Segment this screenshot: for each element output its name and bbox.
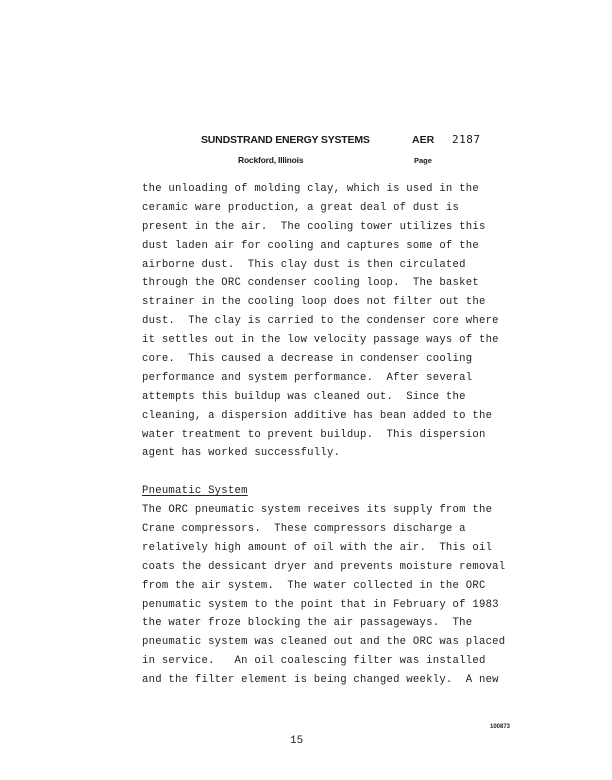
text-line: dust. The clay is carried to the condenser core where: [142, 315, 499, 328]
aer-label: AER: [412, 134, 435, 146]
text-line: it settles out in the low velocity passage ways of the: [142, 334, 499, 347]
section-heading: Pneumatic System: [142, 485, 248, 498]
company-location: Rockford, Illinois: [238, 155, 304, 165]
text-line: ceramic ware production, a great deal of dust is: [142, 201, 460, 214]
text-line: from the air system. The water collected in the ORC: [142, 579, 486, 592]
text-line: the water froze blocking the air passageways. The: [142, 617, 473, 630]
text-line: The ORC pneumatic system receives its supply from the: [142, 504, 493, 517]
paragraph-spacer: [142, 463, 502, 482]
aer-number: 2187: [452, 133, 481, 146]
text-line: agent has worked successfully.: [142, 447, 341, 460]
text-line: dust laden air for cooling and captures some of the: [142, 239, 479, 252]
text-line: and the filter element is being changed weekly. A new: [142, 674, 499, 687]
company-name: SUNDSTRAND ENERGY SYSTEMS: [201, 134, 370, 146]
page-number: 15: [290, 735, 304, 747]
text-line: airborne dust. This clay dust is then circulated: [142, 258, 466, 271]
text-line: attempts this buildup was cleaned out. Since the: [142, 390, 466, 403]
text-line: water treatment to prevent buildup. This dispersion: [142, 428, 486, 441]
text-line: present in the air. The cooling tower utilizes this: [142, 220, 486, 233]
text-line: cleaning, a dispersion additive has bean added to the: [142, 409, 493, 422]
text-line: coats the dessicant dryer and prevents moisture removal: [142, 560, 506, 573]
text-line: through the ORC condenser cooling loop. The basket: [142, 277, 479, 290]
text-line: strainer in the cooling loop does not filter out the: [142, 296, 486, 309]
text-line: core. This caused a decrease in condenser cooling: [142, 353, 473, 366]
text-line: pneumatic system was cleaned out and the ORC was placed: [142, 636, 506, 649]
document-id: 100873: [490, 724, 511, 730]
text-line: performance and system performance. After several: [142, 371, 473, 384]
document-body: [142, 180, 506, 690]
text-line: in service. An oil coalescing filter was installed: [142, 655, 486, 668]
text-line: Crane compressors. These compressors discharge a: [142, 523, 466, 536]
text-line: the unloading of molding clay, which is used in the: [142, 183, 479, 195]
text-line: relatively high amount of oil with the air. This oil: [142, 541, 493, 554]
page-label: Page: [414, 156, 432, 165]
text-line: penumatic system to the point that in February of 1983: [142, 598, 499, 611]
